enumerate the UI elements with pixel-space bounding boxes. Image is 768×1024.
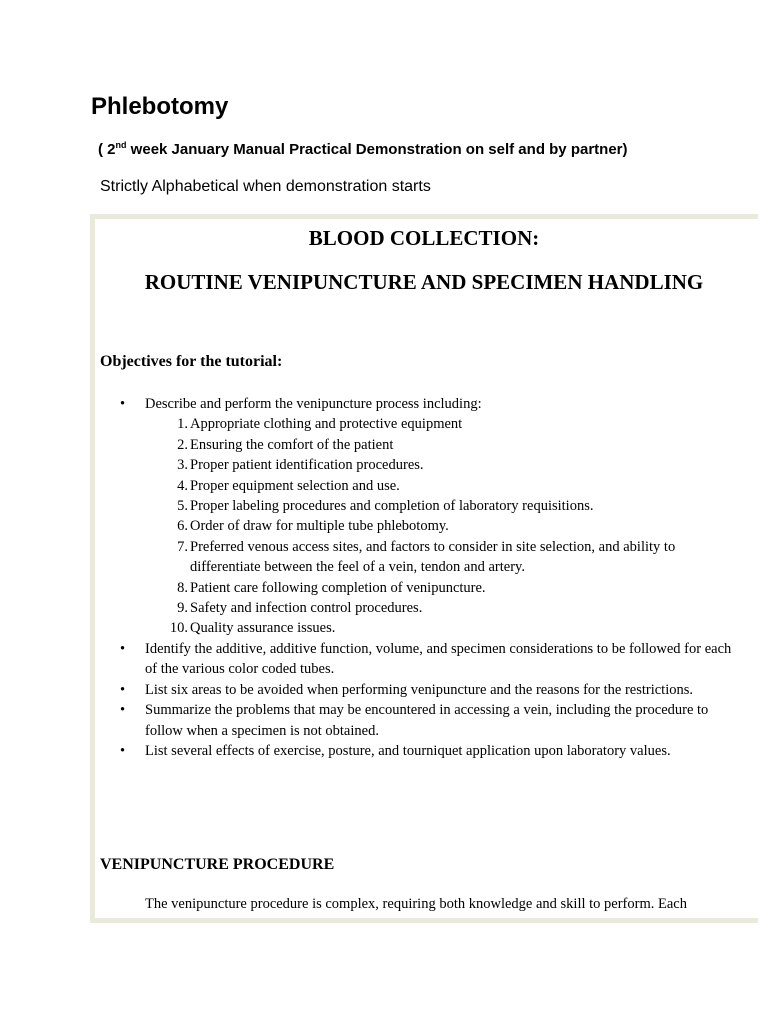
sub-list-item bbox=[100, 435, 740, 455]
order-note: Strictly Alphabetical when demonstration starts bbox=[100, 178, 431, 195]
sub-item-text: Quality assurance issues. bbox=[190, 620, 336, 637]
sub-item-text: Appropriate clothing and protective equipment bbox=[190, 416, 463, 433]
subtitle bbox=[98, 141, 628, 158]
sub-item-text: Proper labeling procedures and completion of laboratory requisitions. bbox=[190, 498, 594, 515]
sub-item-number: 1. bbox=[177, 416, 188, 433]
list-item bbox=[100, 680, 740, 700]
list-item bbox=[100, 700, 740, 741]
bullet-icon: • bbox=[120, 702, 126, 719]
bullet-icon: • bbox=[120, 396, 126, 412]
list-item-text: Identify the additive, additive function, volume, and specimen considerations to be followed for each of the various color coded tubes. bbox=[145, 640, 732, 678]
box-heading-routine-venipuncture: ROUTINE VENIPUNCTURE AND SPECIMEN HANDLING bbox=[144, 270, 704, 294]
sub-list-item bbox=[100, 455, 740, 475]
sub-item-text: Proper patient identification procedures. bbox=[190, 457, 424, 474]
sub-item-text: Order of draw for multiple tube phlebotomy. bbox=[190, 518, 449, 535]
objectives-heading: Objectives for the tutorial: bbox=[100, 353, 283, 370]
sub-item-text: Proper equipment selection and use. bbox=[190, 477, 400, 494]
sub-list-item bbox=[100, 496, 740, 516]
sub-list-item bbox=[100, 476, 740, 496]
sub-list-item bbox=[100, 578, 740, 598]
sub-item-number: 5. bbox=[177, 498, 188, 515]
sub-list-item bbox=[100, 598, 740, 618]
bullet-icon: • bbox=[120, 742, 126, 759]
subtitle-prefix: ( 2 bbox=[98, 141, 116, 158]
sub-item-number: 9. bbox=[177, 600, 188, 617]
bullet-icon: • bbox=[120, 640, 126, 657]
list-item bbox=[100, 741, 740, 761]
subtitle-ordinal: nd bbox=[115, 140, 127, 150]
list-item bbox=[100, 394, 740, 414]
sub-item-number: 4. bbox=[177, 477, 188, 494]
list-item bbox=[100, 639, 740, 680]
sub-item-number: 2. bbox=[177, 436, 188, 453]
objectives-list bbox=[100, 394, 740, 761]
sub-list-item bbox=[100, 537, 740, 578]
list-item-text: List six areas to be avoided when performing venipuncture and the reasons for the restrictions. bbox=[145, 681, 694, 698]
sub-item-text: Patient care following completion of venipuncture. bbox=[190, 579, 486, 596]
sub-item-text: Preferred venous access sites, and factors to consider in site selection, and ability to differentiate between the feel of a vein, tendon and artery. bbox=[190, 538, 676, 576]
sub-list-item bbox=[100, 618, 740, 638]
subtitle-rest: week January Manual Practical Demonstration on self and by partner) bbox=[126, 141, 628, 158]
sub-item-text: Ensuring the comfort of the patient bbox=[190, 436, 394, 453]
sub-item-number: 10. bbox=[169, 620, 188, 637]
sub-list-item bbox=[100, 516, 740, 536]
sub-list-item bbox=[100, 414, 740, 434]
procedure-paragraph: The venipuncture procedure is complex, requiring both knowledge and skill to perform. Each bbox=[145, 896, 687, 912]
box-heading-blood-collection: BLOOD COLLECTION: bbox=[308, 226, 540, 250]
list-item-text: Summarize the problems that may be encountered in accessing a vein, including the procedure to follow when a specimen is not obtained. bbox=[145, 702, 709, 739]
page-title: Phlebotomy bbox=[91, 93, 229, 120]
sub-item-text: Safety and infection control procedures. bbox=[190, 600, 423, 617]
sub-item-number: 6. bbox=[177, 518, 188, 535]
list-item-text: Describe and perform the venipuncture process including: bbox=[145, 396, 482, 412]
sub-item-number: 8. bbox=[177, 579, 188, 596]
sub-item-number: 7. bbox=[177, 538, 188, 555]
sub-item-number: 3. bbox=[177, 457, 188, 474]
bullet-icon: • bbox=[120, 681, 126, 698]
procedure-heading: VENIPUNCTURE PROCEDURE bbox=[100, 856, 335, 873]
list-item-text: List several effects of exercise, posture, and tourniquet application upon laboratory values. bbox=[145, 742, 671, 759]
